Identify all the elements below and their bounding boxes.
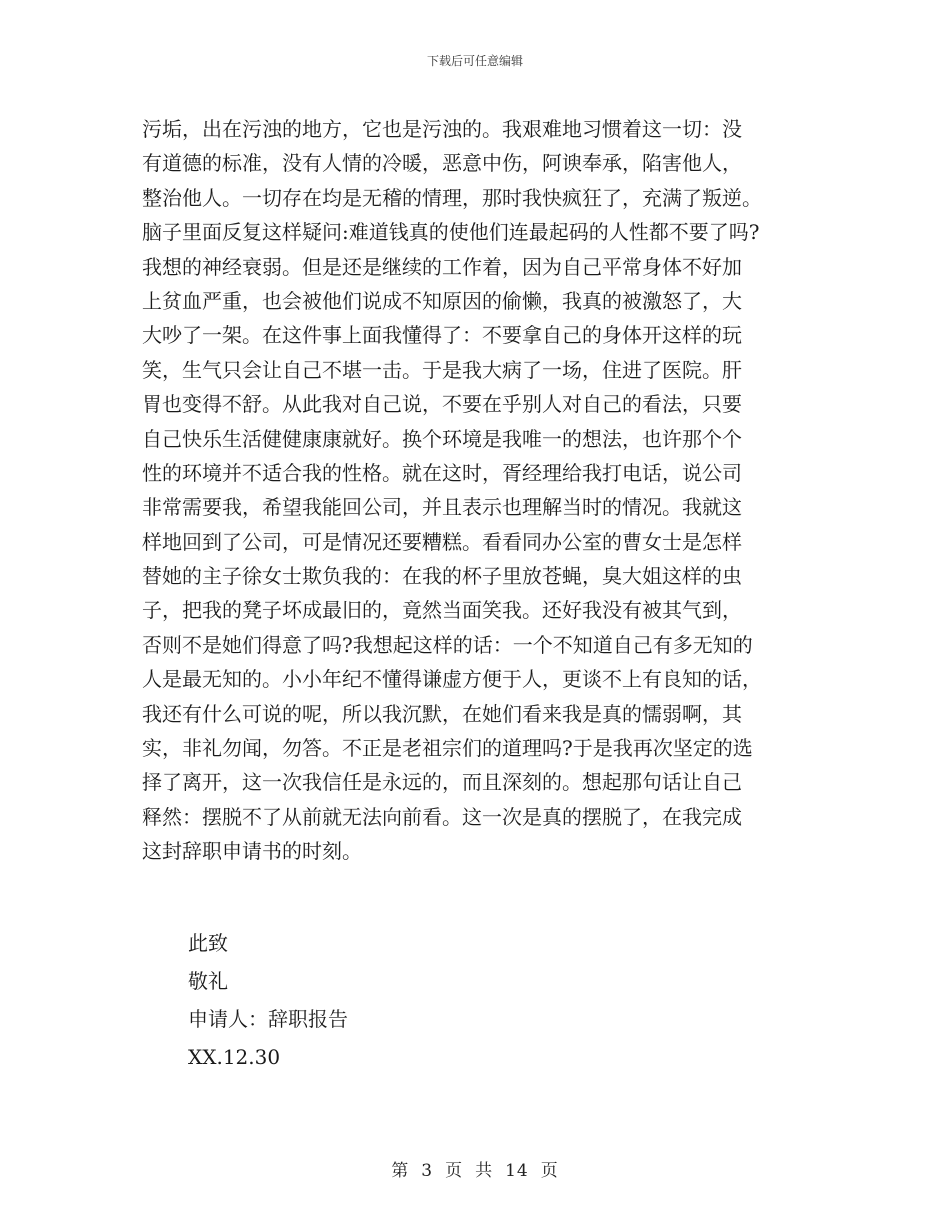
body-line: 替她的主子徐女士欺负我的：在我的杯子里放苍蝇，臭大姐这样的虫 <box>142 564 742 589</box>
salutation: 此致 <box>188 931 228 955</box>
body-line: 我还有什么可说的呢，所以我沉默，在她们看来我是真的懦弱啊，其 <box>142 701 742 726</box>
body-line: 大吵了一架。在这件事上面我懂得了：不要拿自己的身体开这样的玩 <box>142 323 742 348</box>
page-footer <box>0 1156 950 1181</box>
body-line: 非常需要我，希望我能回公司，并且表示也理解当时的情况。我就这 <box>142 495 742 520</box>
footer-suffix: 页 <box>540 1161 559 1181</box>
body-line: 脑子里面反复这样疑问:难道钱真的使他们连最起码的人性都不要了吗? <box>142 220 760 245</box>
body-line: 子，把我的凳子坏成最旧的，竟然当面笑我。还好我没有被其气到， <box>142 598 742 623</box>
letter-closing <box>188 924 688 1076</box>
letter-date: XX.12.30 <box>188 1045 281 1069</box>
body-line: 释然：摆脱不了从前就无法向前看。这一次是真的摆脱了，在我完成 <box>142 804 742 829</box>
body-line: 胃也变得不舒。从此我对自己说，不要在乎别人对自己的看法，只要 <box>142 392 742 417</box>
footer-total-word: 共 <box>475 1161 494 1181</box>
body-line: 我想的神经衰弱。但是还是继续的工作着，因为自己平常身体不好加 <box>142 254 742 279</box>
footer-prefix: 第 <box>391 1161 410 1181</box>
body-line: 样地回到了公司，可是情况还要糟糕。看看同办公室的曹女士是怎样 <box>142 529 742 554</box>
body-line: 择了离开，这一次我信任是永远的，而且深刻的。想起那句话让自己 <box>142 770 742 795</box>
applicant-signature: 申请人：辞职报告 <box>188 1007 348 1031</box>
page-number: 3 <box>421 1161 434 1181</box>
body-line: 人是最无知的。小小年纪不懂得谦虚方便于人，更谈不上有良知的话， <box>142 667 762 692</box>
body-line: 整治他人。一切存在均是无稽的情理，那时我快疯狂了，充满了叛逆。 <box>142 185 762 210</box>
body-line: 污垢，出在污浊的地方，它也是污浊的。我艰难地习惯着这一切：没 <box>142 117 742 141</box>
body-line: 有道德的标准，没有人情的冷暖，恶意中伤，阿谀奉承，陷害他人， <box>142 151 742 176</box>
body-line: 笑，生气只会让自己不堪一击。于是我大病了一场，住进了医院。肝 <box>142 357 742 382</box>
total-pages: 14 <box>505 1161 529 1181</box>
body-line: 否则不是她们得意了吗?我想起这样的话：一个不知道自己有多无知的 <box>142 632 753 657</box>
body-line: 实，非礼勿闻，勿答。不正是老祖宗们的道理吗?于是我再次坚定的选 <box>142 736 753 761</box>
body-line: 性的环境并不适合我的性格。就在这时，胥经理给我打电话，说公司 <box>142 460 742 485</box>
body-line: 自己快乐生活健健康康就好。换个环境是我唯一的想法，也许那个个 <box>142 426 742 451</box>
body-line: 上贫血严重，也会被他们说成不知原因的偷懒，我真的被激怒了，大 <box>142 288 742 313</box>
regards: 敬礼 <box>188 969 228 993</box>
letter-body <box>142 112 822 869</box>
body-line: 这封辞职申请书的时刻。 <box>142 839 362 864</box>
page-header: 下载后可任意编辑 <box>426 54 523 68</box>
footer-page-word: 页 <box>445 1161 464 1181</box>
